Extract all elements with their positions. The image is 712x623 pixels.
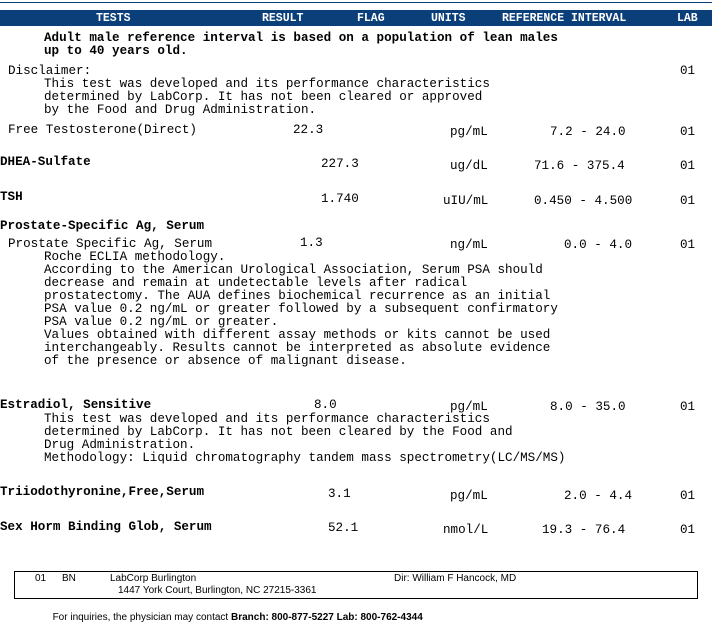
test-reference: 8.0 - 35.0 [550, 400, 626, 414]
test-name: Free Testosterone(Direct) [8, 123, 197, 137]
test-units: pg/mL [450, 125, 488, 139]
test-result: 52.1 [328, 521, 359, 535]
test-units: uIU/mL [443, 194, 489, 208]
footer-director: Dir: William F Hancock, MD [394, 573, 517, 584]
test-result: 227.3 [321, 157, 359, 171]
top-rule [0, 2, 712, 3]
disclaimer-line: by the Food and Drug Administration. [44, 103, 317, 117]
psa-note-line: According to the American Urological Association, Serum PSA should [44, 263, 543, 277]
footer-inquiry-prefix: For inquiries, the physician may contact [52, 612, 231, 623]
estradiol-note-line: determined by LabCorp. It has not been cleared by the Food and [44, 425, 513, 439]
footer-lab-name: LabCorp Burlington [110, 573, 197, 584]
footer-lab-code: 01 [35, 573, 47, 584]
test-lab: 01 [680, 194, 696, 208]
test-result: 22.3 [293, 123, 324, 137]
psa-note-line: PSA value 0.2 ng/mL or greater followed by a subsequent confirmatory [44, 302, 558, 316]
test-units: nmol/L [443, 523, 489, 537]
header-result: RESULT [262, 12, 304, 25]
disclaimer-line: This test was developed and its performance characteristics [44, 77, 490, 91]
test-result: 3.1 [328, 487, 351, 501]
header-units: UNITS [431, 12, 466, 25]
psa-note-line: prostatectomy. The AUA defines biochemical recurrence as an initial [44, 289, 551, 303]
header-flag: FLAG [357, 12, 385, 25]
footer-inquiry-line [47, 601, 423, 623]
test-name: Triiodothyronine,Free,Serum [0, 485, 205, 499]
test-reference: 2.0 - 4.4 [564, 489, 633, 503]
test-name: Sex Horm Binding Glob, Serum [0, 520, 212, 534]
disclaimer-lab: 01 [680, 64, 696, 78]
psa-note-line: Values obtained with different assay methods or kits cannot be used [44, 328, 551, 342]
estradiol-note-line: This test was developed and its performance characteristics [44, 412, 490, 426]
psa-note-line: Roche ECLIA methodology. [44, 250, 226, 264]
test-result: 1.3 [300, 236, 323, 250]
footer-lab-abbr: BN [62, 573, 76, 584]
psa-note-line: decrease and remain at undetectable levels after radical [44, 276, 468, 290]
psa-group-title: Prostate-Specific Ag, Serum [0, 219, 205, 233]
test-reference: 71.6 - 375.4 [534, 159, 625, 173]
test-name: Estradiol, Sensitive [0, 398, 152, 412]
adult-male-note-line: Adult male reference interval is based on a population of lean males [44, 31, 558, 45]
test-result: 8.0 [314, 398, 337, 412]
test-lab: 01 [680, 238, 696, 252]
lab-info-box [14, 571, 698, 599]
psa-note-line: PSA value 0.2 ng/mL or greater. [44, 315, 279, 329]
test-reference: 7.2 - 24.0 [550, 125, 626, 139]
test-lab: 01 [680, 489, 696, 503]
header-reference-interval: REFERENCE INTERVAL [502, 12, 627, 25]
estradiol-note-line: Drug Administration. [44, 438, 196, 452]
adult-male-note-line: up to 40 years old. [44, 44, 188, 58]
estradiol-note-line: Methodology: Liquid chromatography tandem mass spectrometry(LC/MS/MS) [44, 451, 566, 465]
disclaimer-line: determined by LabCorp. It has not been cleared or approved [44, 90, 483, 104]
test-reference: 0.0 - 4.0 [564, 238, 633, 252]
test-lab: 01 [680, 159, 696, 173]
test-lab: 01 [680, 125, 696, 139]
test-name: DHEA-Sulfate [0, 155, 91, 169]
footer-inquiry-numbers: Branch: 800-877-5227 Lab: 800-762-4344 [230, 612, 423, 623]
test-units: pg/mL [450, 489, 488, 503]
results-table-header [0, 10, 712, 26]
test-units: ng/mL [450, 238, 488, 252]
header-tests: TESTS [96, 12, 131, 25]
test-lab: 01 [680, 400, 696, 414]
psa-note-line: interchangeably. Results cannot be interpreted as absolute evidence [44, 341, 551, 355]
disclaimer-label: Disclaimer: [8, 64, 92, 78]
test-name: Prostate Specific Ag, Serum [8, 237, 213, 251]
footer-address: 1447 York Court, Burlington, NC 27215-3361 [118, 585, 317, 596]
test-reference: 19.3 - 76.4 [542, 523, 626, 537]
test-reference: 0.450 - 4.500 [534, 194, 633, 208]
test-units: pg/mL [450, 400, 488, 414]
test-result: 1.740 [321, 192, 359, 206]
psa-note-line: of the presence or absence of malignant disease. [44, 354, 407, 368]
test-name: TSH [0, 190, 23, 204]
header-lab: LAB [677, 12, 698, 25]
test-units: ug/dL [450, 159, 488, 173]
test-lab: 01 [680, 523, 696, 537]
